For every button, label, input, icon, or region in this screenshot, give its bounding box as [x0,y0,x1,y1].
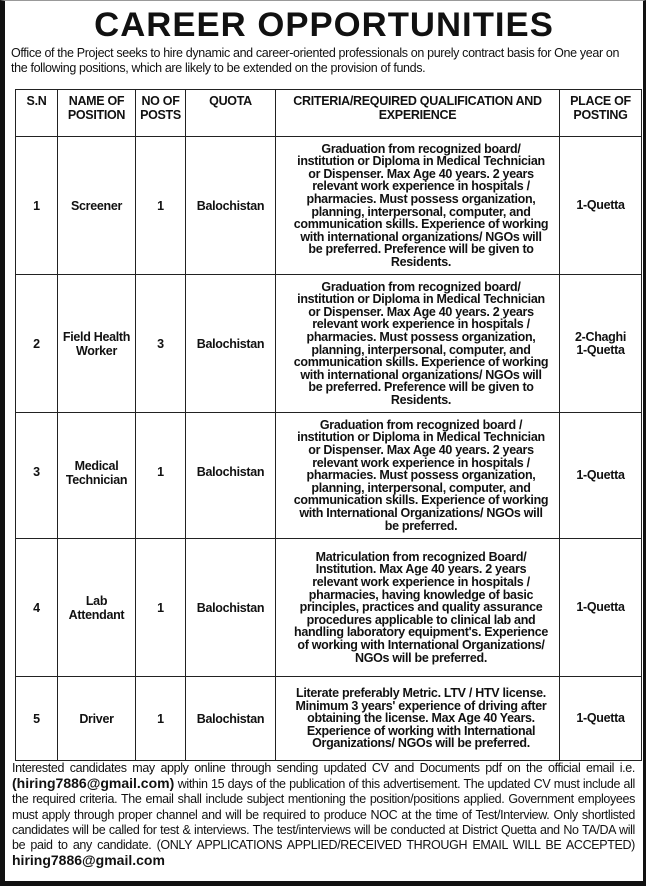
cell-criteria: Graduation from recognized board / institution or Diploma in Medical Technician or Dispenser. Max Age 40 years. 2 years relevant work experience in hospitals / pharmacies. Must possess organization, planning, interpersonal, computer, and communication skills. Experience of working with International Organizations/ NGOs will be preferred. [276,413,560,539]
cell-sn: 5 [16,677,58,761]
cell-quota: Balochistan [186,539,276,677]
cell-sn: 2 [16,275,58,413]
header-criteria: CRITERIA/REQUIRED QUALIFICATION AND EXPERIENCE [276,90,560,137]
cell-criteria: Literate preferably Metric. LTV / HTV license. Minimum 3 years' experience of driving after obtaining the license. Max Age 40 Years. Experience of working with International Organizations/ NGOs will be preferred. [276,677,560,761]
cell-position: Field Health Worker [58,275,136,413]
cell-place: 1-Quetta [560,677,642,761]
cell-position: Driver [58,677,136,761]
cell-posts: 1 [136,413,186,539]
cell-position: Screener [58,137,136,275]
table-row [16,677,642,761]
cell-place: 1-Quetta [560,539,642,677]
intro-paragraph: Office of the Project seeks to hire dynamic and career-oriented professionals on purely contract basis for One year on the following positions, which are likely to be extended on the provision of funds. [11,46,620,75]
cell-sn: 3 [16,413,58,539]
table-row [16,275,642,413]
cell-quota: Balochistan [186,413,276,539]
cell-posts: 1 [136,539,186,677]
table-row [16,413,642,539]
cell-quota: Balochistan [186,677,276,761]
table-header-row [16,90,642,137]
header-quota: QUOTA [186,90,276,137]
table-row [16,539,642,677]
cell-place: 1-Quetta [560,413,642,539]
cell-place: 2-Chaghi 1-Quetta [560,275,642,413]
cell-criteria: Graduation from recognized board/ institution or Diploma in Medical Technician or Dispenser. Max Age 40 years. 2 years relevant work experience in hospitals / pharmacies. Must possess organization, planning, interpersonal, computer, and communication skills. Experience of working with international organizations/ NGOs will be preferred. Preference will be given to Residents. [276,137,560,275]
email-link-bracketed[interactable]: (hiring7886@gmail.com) [12,775,175,792]
cell-posts: 3 [136,275,186,413]
positions-table [15,89,642,761]
cell-sn: 4 [16,539,58,677]
cell-posts: 1 [136,677,186,761]
header-position: NAME OF POSITION [58,90,136,137]
instructions-text: within 15 days of the publication of this advertisement. The updated CV must include all the required criteria. The email shall include subject mentioning the position/positions applied. Government employees must apply through proper channel and will be required to produce NOC at the time of Test/Interview. Only shortlisted candidates will be called for test & interviews. The test/interviews will be conducted at District Quetta and No TA/DA will be paid to any candidate. (ONLY APPLICATIONS APPLIED/RECEIVED THROUGH EMAIL WILL BE ACCEPTED) [12,777,635,853]
instructions-text: Interested candidates may apply online through sending updated CV and Documents pdf on the official email i.e. [12,761,635,775]
table-row [16,137,642,275]
header-place: PLACE OF POSTING [560,90,642,137]
header-posts: NO OF POSTS [136,90,186,137]
cell-posts: 1 [136,137,186,275]
cell-quota: Balochistan [186,275,276,413]
cell-sn: 1 [16,137,58,275]
cell-position: Medical Technician [58,413,136,539]
cell-position: Lab Attendant [58,539,136,677]
page-title: CAREER OPPORTUNITIES [94,6,554,44]
cell-place: 1-Quetta [560,137,642,275]
cell-quota: Balochistan [186,137,276,275]
email-link[interactable]: hiring7886@gmail.com [12,852,165,869]
cell-criteria: Matriculation from recognized Board/ Institution. Max Age 40 years. 2 years relevant work experience in hospitals / pharmacies, having knowledge of basic principles, practices and quality assurance procedures applicable to clinical lab and handling laboratory equipment's. Experience of working with International Organizations/ NGOs will be preferred. [276,539,560,677]
header-sn: S.N [16,90,58,137]
application-instructions [12,761,635,869]
cell-criteria: Graduation from recognized board/ institution or Diploma in Medical Technician or Dispenser. Max Age 40 years. 2 years relevant work experience in hospitals / pharmacies. Must possess organization, planning, interpersonal, computer, and communication skills. Experience of working with international organizations/ NGOs will be preferred. Preference will be given to Residents. [276,275,560,413]
